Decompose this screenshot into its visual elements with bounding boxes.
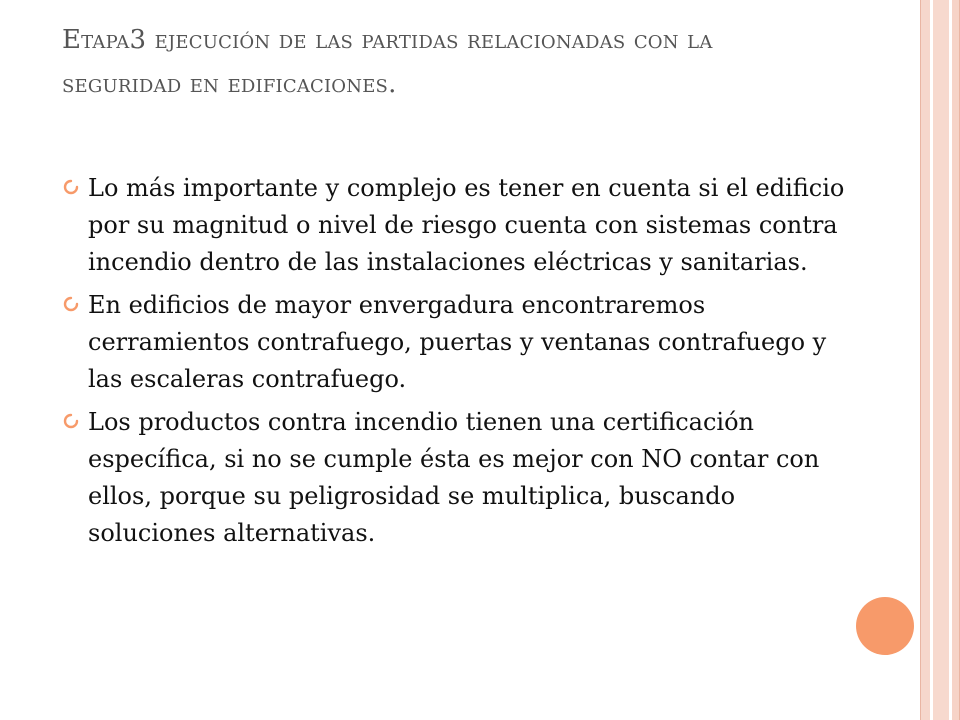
bullet-list: [62, 170, 852, 558]
bullet-icon: [62, 412, 80, 430]
bullet-icon: [62, 295, 80, 313]
bullet-icon: [62, 178, 80, 196]
bullet-text: En edificios de mayor envergadura encontraremos cerramientos contrafuego, puertas y ventanas contrafuego y las escaleras contrafuego.: [88, 291, 827, 393]
decorative-stripe: [933, 0, 949, 720]
decorative-stripe: [920, 0, 930, 720]
stripe-border: [920, 0, 921, 720]
bullet-item: [62, 287, 852, 398]
bullet-text: Lo más importante y complejo es tener en cuenta si el edificio por su magnitud o nivel de riesgo cuenta con sistemas contra incendio dentro de las instalaciones eléctricas y sanitarias.: [88, 174, 845, 276]
slide-title: Etapa3 ejecución de las partidas relacionadas con la seguridad en edificaciones.: [62, 25, 713, 99]
bullet-item: [62, 170, 852, 281]
bullet-item: [62, 404, 852, 552]
decorative-circle: [856, 597, 914, 655]
bullet-text: Los productos contra incendio tienen una certificación específica, si no se cumple ésta es mejor con NO contar con ellos, porque su peligrosidad se multiplica, buscando soluciones alternativas.: [88, 408, 820, 547]
